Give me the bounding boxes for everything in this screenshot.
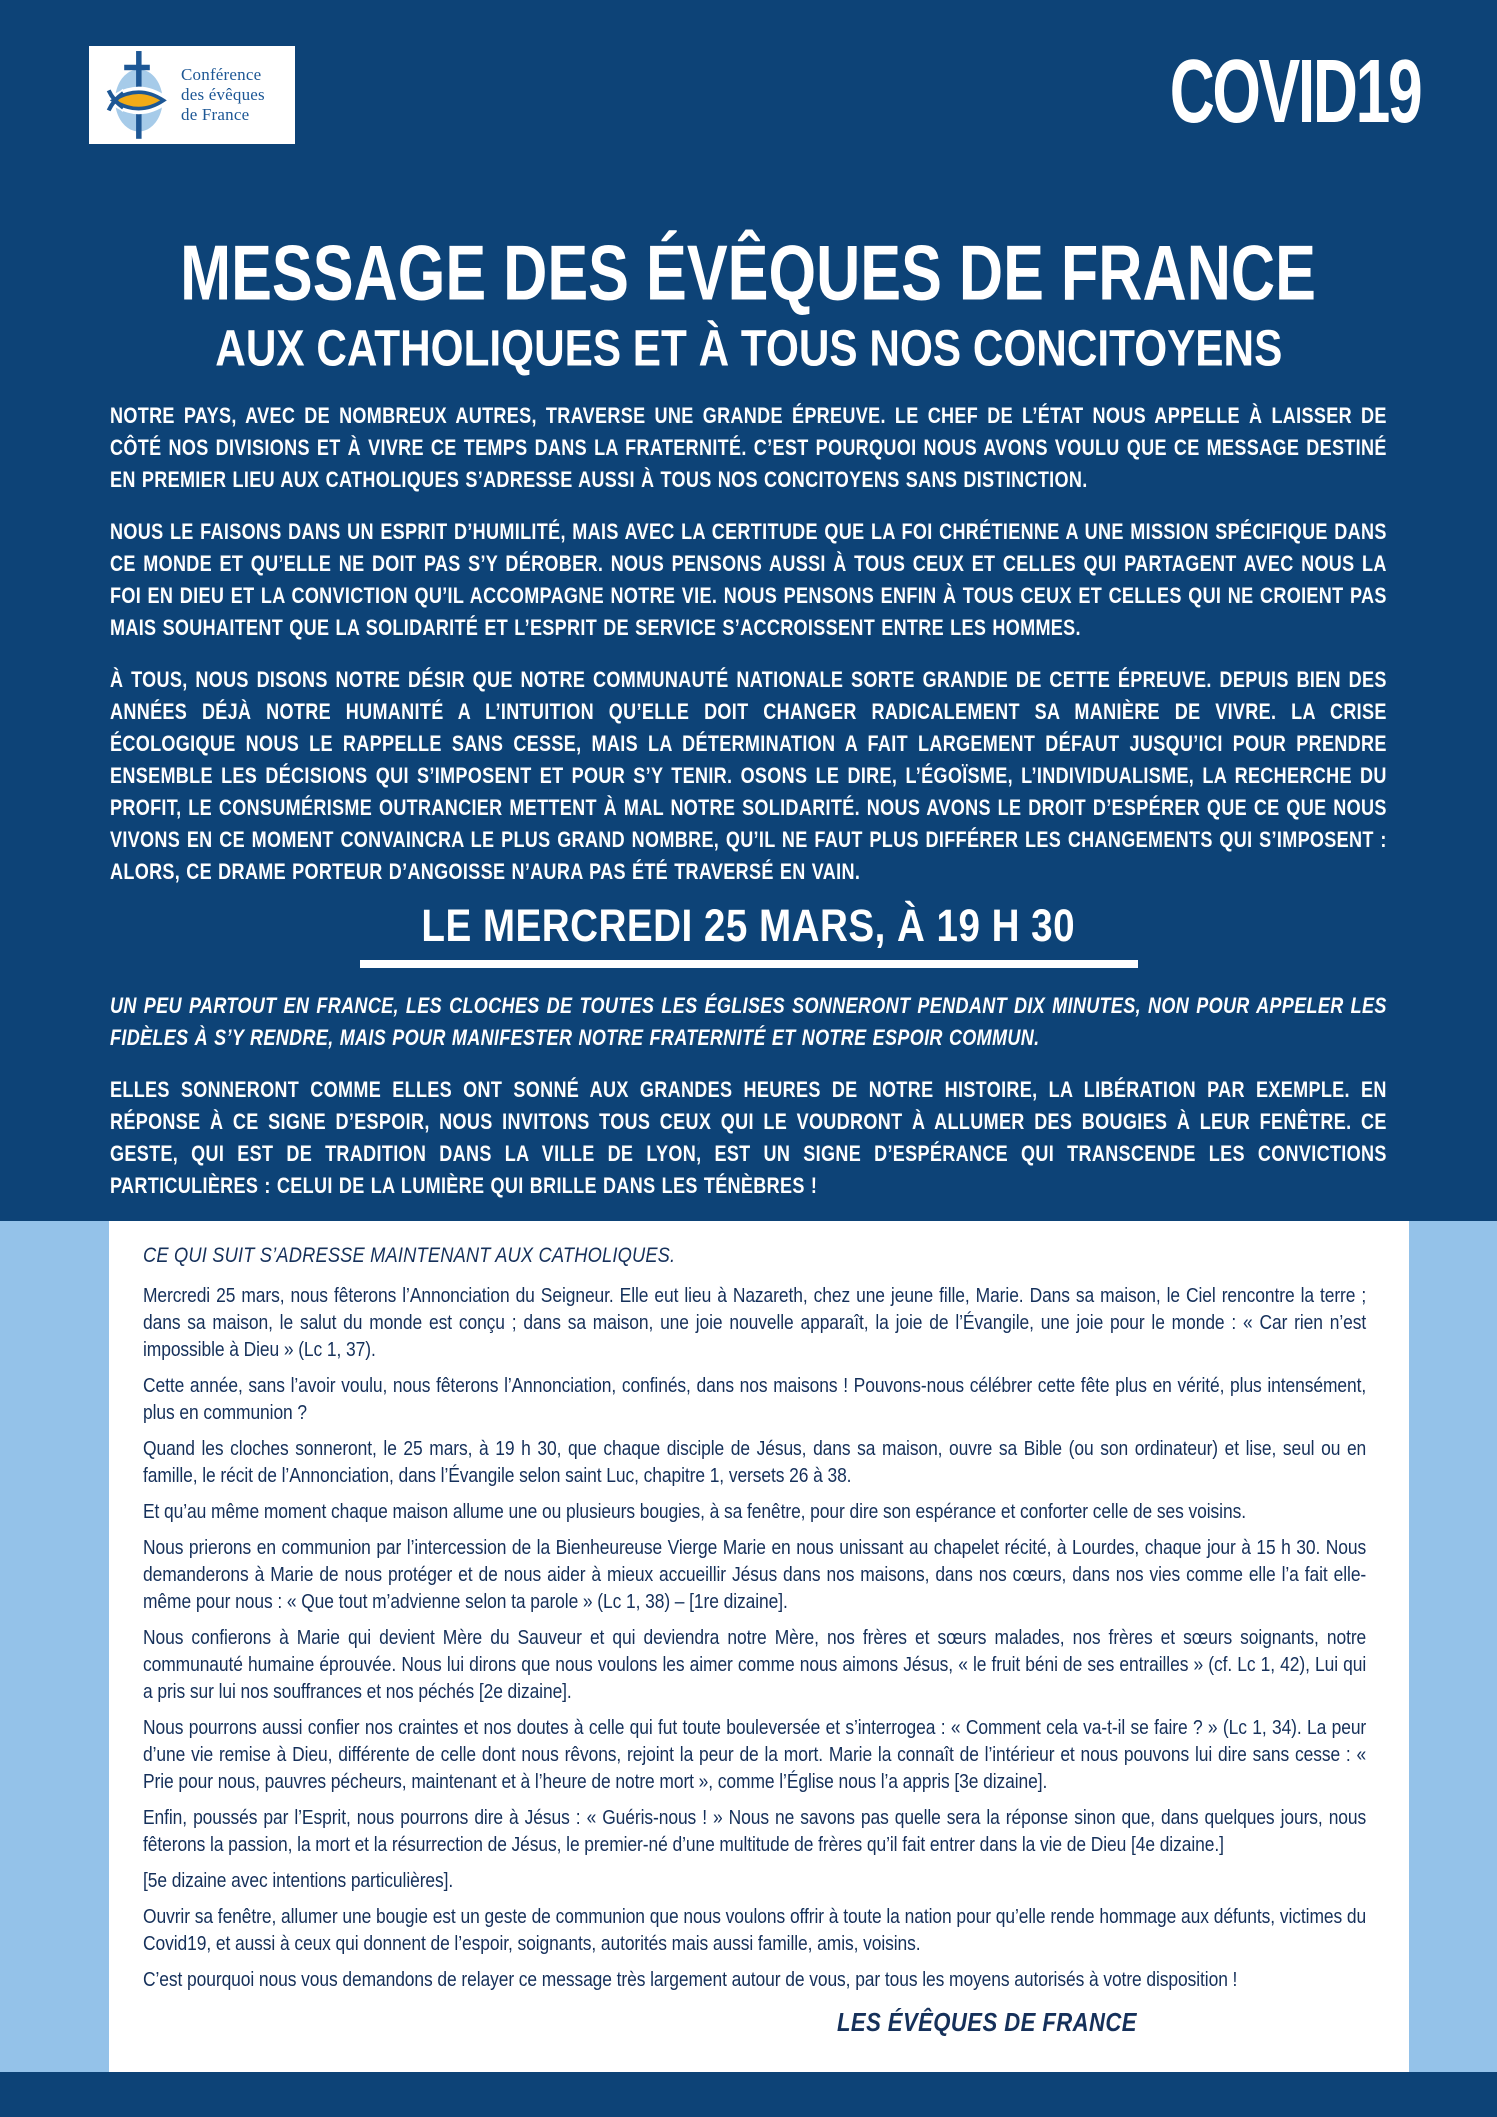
intro-paragraph-2: NOUS LE FAISONS DANS UN ESPRIT D’HUMILITÉ, MAIS AVEC LA CERTITUDE QUE LA FOI CHRÉTIENNE A UNE MISSION SPÉCIFIQUE DANS CE MONDE ET QU’ELLE NE DOIT PAS S’Y DÉROBER. NOUS PENSONS AUSSI À TOUS CEUX ET CELLES QUI PARTAGENT AVEC NOUS LA FOI EN DIEU ET LA CONVICTION QU’IL ACCOMPAGNE NOTRE VIE. NOUS PENSONS ENFIN À TOUS CEUX ET CELLES QUI NE CROIENT PAS MAIS SOUHAITENT QUE LA SOLIDARITÉ ET L’ESPRIT DE SERVICE S’ACCROISSENT ENTRE LES HOMMES.	[110, 518, 1387, 640]
catholics-heading: CE QUI SUIT S’ADRESSE MAINTENANT AUX CATHOLIQUES.	[143, 1243, 676, 1267]
intro-paragraph-1: NOTRE PAYS, AVEC DE NOMBREUX AUTRES, TRAVERSE UNE GRANDE ÉPREUVE. LE CHEF DE L’ÉTAT NOUS APPELLE À LAISSER DE CÔTÉ NOS DIVISIONS ET À VIVRE CE TEMPS DANS LA FRATERNITÉ. C’EST POURQUOI NOUS AVONS VOULU QUE CE MESSAGE DESTINÉ EN PREMIER LIEU AUX CATHOLIQUES S’ADRESSE AUSSI À TOUS NOS CONCITOYENS SANS DISTINCTION.	[110, 402, 1387, 492]
catholics-paragraph-6: Nous confierons à Marie qui devient Mère du Sauveur et qui deviendra notre Mère, nos frères et sœurs malades, nos frères et sœurs soignants, notre communauté humaine éprouvée. Nous lui dirons que nous voulons les aimer comme nous aimons Jésus, « le fruit béni de ses entrailles » (cf. Lc 1, 42), Lui qui a pris sur lui nos souffrances et nos péchés [2e dizaine].	[143, 1626, 1367, 1703]
catholics-paragraph-4: Et qu’au même moment chaque maison allume une ou plusieurs bougies, à sa fenêtre, pour dire son espérance et conforter celle de ses voisins.	[143, 1500, 1247, 1523]
catholics-paragraph-7: Nous pourrons aussi confier nos craintes et nos doutes à celle qui fut toute bouleversée et s’interrogea : « Comment cela va-t-il se faire ? » (Lc 1, 34). La peur d’une vie remise à Dieu, différente de celle dont nous rêvons, rejoint la peur de la mort. Marie la connaît de l’intérieur et nous pouvons lui dire sans cesse : « Prie pour nous, pauvres pécheurs, maintenant et à l’heure de notre mort », comme l’Église nous l’a appris [3e dizaine].	[143, 1716, 1367, 1793]
cef-fish-cross-icon	[105, 47, 169, 146]
right-accent-strip	[1409, 1221, 1497, 2072]
bells-paragraph-1: UN PEU PARTOUT EN FRANCE, LES CLOCHES DE TOUTES LES ÉGLISES SONNERONT PENDANT DIX MINUTES, NON POUR APPELER LES FIDÈLES À S’Y RENDRE, MAIS POUR MANIFESTER NOTRE FRATERNITÉ ET NOTRE ESPOIR COMMUN.	[110, 992, 1387, 1050]
catholics-paragraph-11: C’est pourquoi nous vous demandons de relayer ce message très largement autour de vous, par tous les moyens autorisés à votre disposition !	[143, 1968, 1238, 1991]
intro-paragraph-3: À TOUS, NOUS DISONS NOTRE DÉSIR QUE NOTRE COMMUNAUTÉ NATIONALE SORTE GRANDIE DE CETTE ÉPREUVE. DEPUIS BIEN DES ANNÉES DÉJÀ NOTRE HUMANITÉ A L’INTUITION QU’ELLE DOIT CHANGER RADICALEMENT SA MANIÈRE DE VIVRE. LA CRISE ÉCOLOGIQUE NOUS LE RAPPELLE SANS CESSE, MAIS LA DÉTERMINATION A FAIT LARGEMENT DÉFAUT JUSQU’ICI POUR PRENDRE ENSEMBLE LES DÉCISIONS QUI S’IMPOSENT ET POUR S’Y TENIR. OSONS LE DIRE, L’ÉGOÏSME, L’INDIVIDUALISME, LA RECHERCHE DU PROFIT, LE CONSUMÉRISME OUTRANCIER METTENT À MAL NOTRE SOLIDARITÉ. NOUS AVONS LE DROIT D’ESPÉRER QUE CE QUE NOUS VIVONS EN CE MOMENT CONVAINCRA LE PLUS GRAND NOMBRE, QU’IL NE FAUT PLUS DIFFÉRER LES CHANGEMENTS QUI S’IMPOSENT : ALORS, CE DRAME PORTEUR D’ANGOISSE N’AURA PAS ÉTÉ TRAVERSÉ EN VAIN.	[110, 666, 1387, 884]
event-banner-label: LE MERCREDI 25 MARS, À 19 H 30	[421, 900, 1076, 951]
covid19-badge: COVID19	[1169, 41, 1420, 141]
page-subtitle: AUX CATHOLIQUES ET À TOUS NOS CONCITOYENS	[214, 319, 1283, 377]
catholics-paragraph-2: Cette année, sans l’avoir voulu, nous fêterons l’Annonciation, confinés, dans nos maisons ! Pouvons-nous célébrer cette fête plus en vérité, plus intensément, plus en communion ?	[143, 1374, 1367, 1424]
catholics-paragraph-1: Mercredi 25 mars, nous fêterons l’Annonciation du Seigneur. Elle eut lieu à Nazareth, chez une jeune fille, Marie. Dans sa maison, le Ciel rencontre la terre ; dans sa maison, le salut du monde est conçu ; dans sa maison, une joie nouvelle apparaît, la joie de l’Évangile, une joie pour le monde : « Car rien n’est impossible à Dieu » (Lc 1, 37).	[143, 1284, 1367, 1361]
catholics-paragraph-10: Ouvrir sa fenêtre, allumer une bougie est un geste de communion que nous voulons offrir à toute la nation pour qu’elle rende hommage aux défunts, victimes du Covid19, et aussi à ceux qui donnent de l’espoir, soignants, autorités mais aussi famille, amis, voisins.	[143, 1905, 1367, 1955]
catholics-paragraph-8: Enfin, poussés par l’Esprit, nous pourrons dire à Jésus : « Guéris-nous ! » Nous ne savons pas quelle sera la réponse sinon que, dans quelques jours, nous fêterons la passion, la mort et la résurrection de Jésus, le premier-né d’une multitude de frères qu’il fait entrer dans la vie de Dieu [4e dizaine.]	[143, 1806, 1367, 1856]
event-banner	[110, 900, 1387, 968]
bells-paragraphs	[110, 990, 1387, 1202]
left-accent-strip	[0, 1221, 109, 2072]
logo-line-3: de France	[181, 105, 250, 124]
bells-paragraph-2: ELLES SONNERONT COMME ELLES ONT SONNÉ AUX GRANDES HEURES DE NOTRE HISTOIRE, LA LIBÉRATION PAR EXEMPLE. EN RÉPONSE À CE SIGNE D’ESPOIR, NOUS INVITONS TOUS CEUX QUI LE VOUDRONT À ALLUMER DES BOUGIES À LEUR FENÊTRE. CE GESTE, QUI EST DE TRADITION DANS LA VILLE DE LYON, EST UN SIGNE D’ESPÉRANCE QUI TRANSCENDE LES CONVICTIONS PARTICULIÈRES : CELUI DE LA LUMIÈRE QUI BRILLE DANS LES TÉNÈBRES !	[110, 1076, 1387, 1198]
catholics-section	[0, 1221, 1497, 2072]
page-title: MESSAGE DES ÉVÊQUES DE FRANCE	[180, 229, 1317, 317]
intro-paragraphs	[110, 400, 1387, 888]
catholics-paragraph-5: Nous prierons en communion par l’intercession de la Bienheureuse Vierge Marie en nous unissant au chapelet récité, à Lourdes, chaque jour à 15 h 30. Nous demanderons à Marie de nous protéger et de nous aider à mieux accueillir Jésus dans nos maisons, dans nos cœurs, dans nos vies comme elle l’a fait elle-même pour nous : « Que tout m’advienne selon ta parole » (Lc 1, 38) – [1re dizaine].	[143, 1536, 1367, 1613]
logo-line-1: Conférence	[181, 65, 262, 84]
footer-bar	[0, 2072, 1497, 2117]
signature: LES ÉVÊQUES DE FRANCE	[837, 2007, 1138, 2037]
catholics-panel	[109, 1221, 1409, 2072]
catholics-paragraph-3: Quand les cloches sonneront, le 25 mars, à 19 h 30, que chaque disciple de Jésus, dans sa maison, ouvre sa Bible (ou son ordinateur) et lise, seul ou en famille, le récit de l’Annonciation, dans l’Évangile selon saint Luc, chapitre 1, versets 26 à 38.	[143, 1437, 1367, 1487]
logo-wordmark	[181, 65, 265, 125]
cef-logo	[89, 46, 295, 144]
catholics-paragraph-9: [5e dizaine avec intentions particulières].	[143, 1869, 454, 1892]
banner-underline	[360, 960, 1138, 968]
logo-line-2: des évêques	[181, 85, 265, 104]
